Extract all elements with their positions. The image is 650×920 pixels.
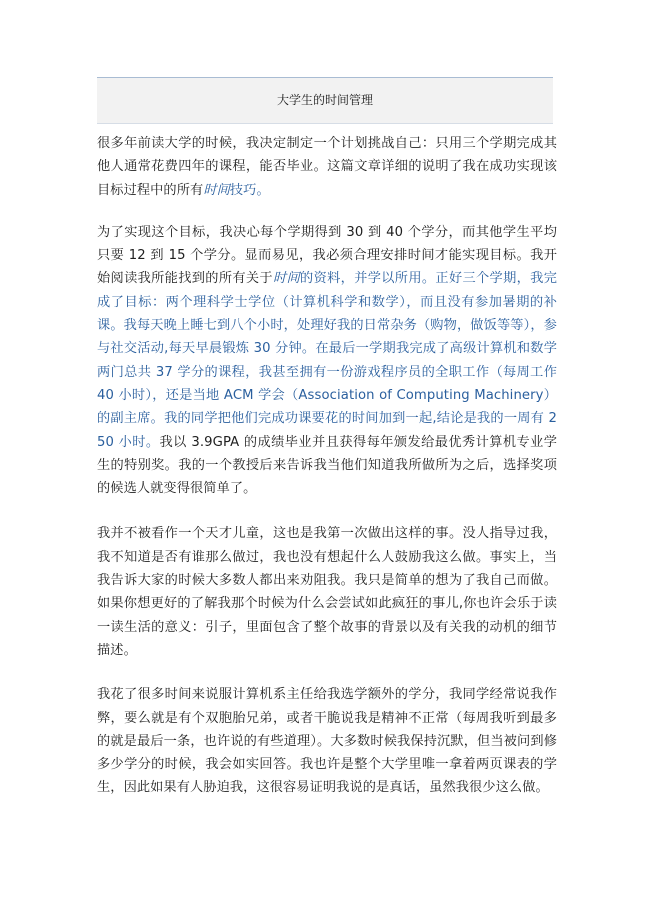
paragraph-2: 为了实现这个目标，我决心每个学期得到 30 到 40 个学分，而其他学生平均只要 12 到 15 个学分。显而易见，我必须合理安排时间才能实现目标。我开始阅读我所能找到的所有关于时间的资料，并学以所用。正好三个学期，我完成了目标：两个理科学士学位（计算机科学和数学），而且没有参加暑期的补课。我每天晚上睡七到八个小时，处理好我的日常杂务（购物，做饭等等），参与社交活动,每天早晨锻炼 30 分钟。在最后一学期我完成了高级计算机和数学两门总共 37 学分的课程，我甚至拥有一份游戏程序员的全职工作（每周工作 40 小时），还是当地 ACM 学会（Association of Computing Machinery）的副主席。我的同学把他们完成功课要花的时间加到一起,结论是我的一周有 250 小时。我以 3.9GPA 的成绩毕业并且获得每年颁发给最优秀计算机专业学生的特别奖。我的一个教授后来告诉我当他们知道我所做所为之后，选择奖项的候选人就变得很简单了。 — [97, 224, 557, 497]
emphasis-link: 时间 — [203, 182, 230, 198]
emphasis-link: 时间 — [272, 271, 301, 287]
article-body — [97, 132, 557, 820]
highlighted-text: 的资料，并学以所用。正好三个学期，我完成了目标：两个理科学士学位（计算机科学和数学），而且没有参加暑期的补课。我每天晚上睡七到八个小时，处理好我的日常杂务（购物，做饭等等），参与社交活动,每天早晨锻炼 30 分钟。在最后一学期我完成了高级计算机和数学两门总共 37 学分的课程，我甚至拥有一份游戏程序员的全职工作（每周工作 40 小时），还是当地 ACM 学会（Association of Computing Machinery）的副主席。我的同学把他们完成功课要花的时间加到一起,结论是我的一周有 250 小时。 — [97, 271, 557, 450]
paragraph-3: 我并不被看作一个天才儿童，这也是我第一次做出这样的事。没人指导过我，我不知道是否有谁那么做过，我也没有想起什么人鼓励我这么做。事实上，当我告诉大家的时候大多数人都出来劝阻我。我只是简单的想为了我自己而做。如果你想更好的了解我那个时候为什么会尝试如此疯狂的事儿,你也许会乐于读一读生活的意义：引子，里面包含了整个故事的背景以及有关我的动机的细节描述。 — [97, 526, 557, 658]
article-title-bar — [97, 77, 553, 124]
article-title: 大学生的时间管理 — [276, 93, 373, 107]
paragraph-1: 很多年前读大学的时候，我决定制定一个计划挑战自己：只用三个学期完成其他人通常花费四年的课程，能否毕业。这篇文章详细的说明了我在成功实现该目标过程中的所有时间技巧。 — [97, 136, 557, 198]
paragraph-4: 我花了很多时间来说服计算机系主任给我选学额外的学分，我同学经常说我作弊，要么就是有个双胞胎兄弟，或者干脆说我是精神不正常（每周我听到最多的就是最后一条，也许说的有些道理）。大多数时候我保持沉默，但当被问到修多少学分的时候，我会如实回答。我也许是整个大学里唯一拿着两页课表的学生，因此如果有人胁迫我，这很容易证明我说的是真话，虽然我很少这么做。 — [97, 687, 557, 796]
